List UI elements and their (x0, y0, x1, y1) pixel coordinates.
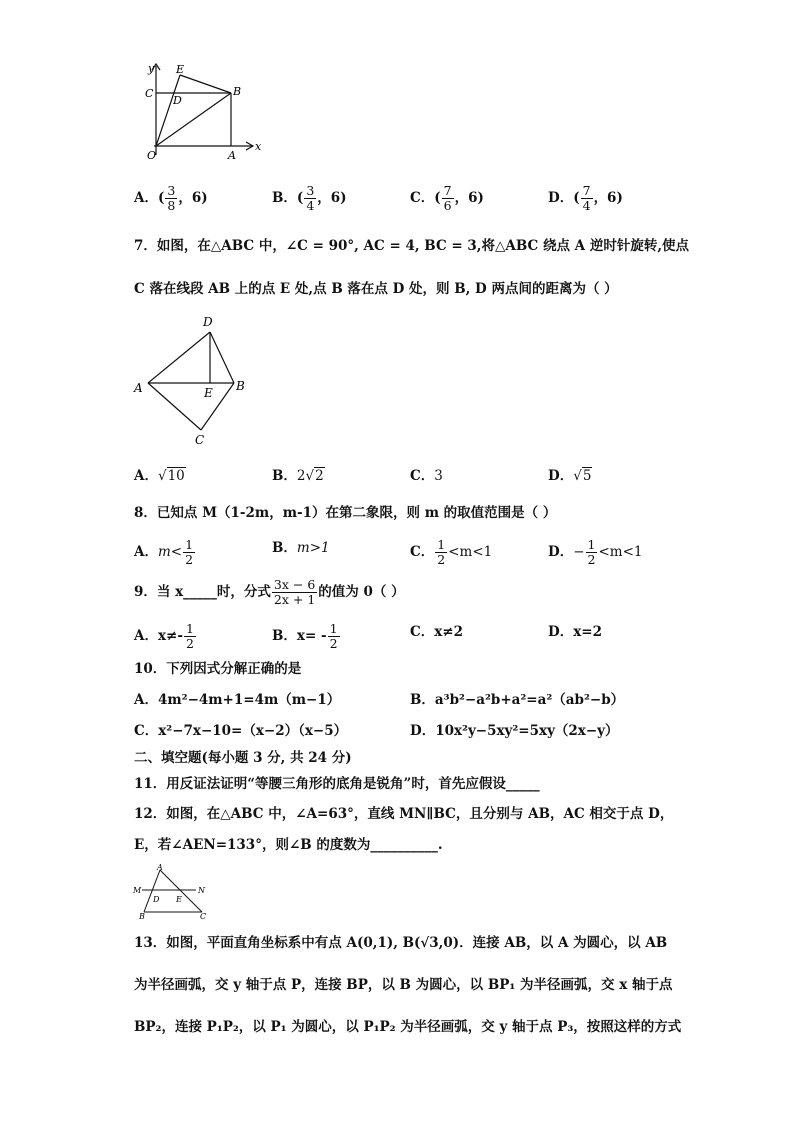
label-b: B (233, 85, 242, 98)
q13-text-line2: 为半径画弧，交 y 轴于点 P，连接 BP，以 B 为圆心，以 BP₁ 为半径画弧，交 x 轴于点 (134, 977, 673, 993)
q6-d-num: 7 (582, 183, 591, 198)
label-n: N (198, 886, 205, 895)
q6-d-den: 4 (582, 198, 591, 213)
q8-b-value: m>1 (296, 540, 330, 556)
q7-option-a (134, 466, 186, 486)
q9-b-label: B．x= - (272, 628, 327, 644)
label-m: M (133, 886, 142, 895)
q11-text: 11．用反证法证明“等腰三角形的底角是锐角”时，首先应假设_____ (134, 776, 540, 792)
q8-c-tail: <m<1 (448, 544, 493, 560)
label-c: C (195, 433, 205, 447)
q8-a-num: 1 (185, 537, 194, 552)
q9-option-d: D．x=2 (548, 624, 602, 640)
q7-a-sqrt: √10 (157, 468, 185, 484)
q7-a-label: A． (134, 468, 158, 484)
q6-c-label: C．( (410, 190, 441, 206)
segment-oe (156, 75, 180, 146)
segment-ac (148, 383, 201, 430)
q8-a-pre: m< (157, 544, 183, 560)
figure-q6 (134, 58, 264, 166)
label-a: A (157, 863, 163, 872)
q9-num: 3x − 6 (273, 577, 316, 592)
q7-d-value: 5 (582, 468, 592, 484)
q8-d-den: 2 (587, 552, 596, 567)
q7-option-c (410, 466, 443, 486)
q8-option-b (272, 538, 330, 558)
q7-c-value: 3 (434, 468, 443, 484)
q8-option-a (134, 538, 196, 567)
label-a: A (228, 149, 236, 162)
label-e: E (176, 895, 182, 904)
q8-c-num: 1 (437, 537, 446, 552)
q10-option-a: A．4m²−4m+1=4m（m−1） (134, 692, 341, 708)
q7-c-label: C． (410, 468, 435, 484)
q7-text-line2: C 落在线段 AB 上的点 E 处,点 B 落在点 D 处，则 B, D 两点间的距离为（ ） (134, 281, 618, 297)
q6-option-a (134, 184, 208, 213)
q9-text (134, 578, 405, 607)
q9-option-b (272, 622, 341, 651)
label-o: O (147, 149, 157, 162)
q10-option-c: C．x²−7x−10=（x−2）（x−5） (134, 723, 348, 739)
q6-a-den: 8 (167, 198, 176, 213)
q6-c-den: 6 (443, 198, 452, 213)
q8-c-den: 2 (437, 552, 446, 567)
q7-d-sqrt: √5 (573, 468, 592, 484)
q9-fraction (272, 578, 317, 607)
q6-b-fraction (304, 184, 316, 213)
q8-d-num: 1 (587, 537, 596, 552)
q6-d-fraction (581, 184, 593, 213)
q7-b-coef: 2 (296, 468, 306, 484)
label-d: D (203, 315, 213, 329)
q6-a-num: 3 (167, 183, 176, 198)
label-x: x (255, 140, 262, 153)
q7-d-label: D． (548, 468, 574, 484)
q6-d-label: D．( (548, 190, 580, 206)
label-a: A (134, 381, 143, 395)
q9-b-num: 1 (329, 621, 338, 636)
q10-option-b: B．a³b²−a²b+a²=a²（ab²−b） (410, 692, 625, 708)
figure-q7 (130, 312, 250, 448)
q6-b-den: 4 (306, 198, 315, 213)
q6-c-num: 7 (443, 183, 452, 198)
q9-post: 的值为 0（ ） (318, 584, 405, 600)
label-c: C (200, 912, 207, 920)
q7-b-label: B． (272, 468, 297, 484)
q7-text-line1: 7．如图，在△ABC 中，∠C = 90°, AC = 4, BC = 3,将△ABC 绕点 A 逆时针旋转,使点 (134, 238, 690, 254)
q8-d-fraction (586, 538, 598, 567)
q6-a-label: A．( (134, 190, 165, 206)
label-d: D (173, 94, 182, 107)
segment-ac (160, 870, 202, 912)
label-b: B (236, 379, 245, 393)
label-c: C (145, 87, 154, 100)
q9-option-c: C．x≠2 (410, 624, 463, 640)
q7-b-value: 2 (315, 468, 324, 484)
section-heading-fill-in: 二、填空题(每小题 3 分, 共 24 分) (134, 750, 352, 766)
q6-c-tail: ，6) (454, 190, 484, 206)
q6-b-label: B．( (272, 190, 304, 206)
q8-option-c (410, 538, 492, 567)
q6-c-fraction (442, 184, 454, 213)
q13-text-line1: 13．如图，平面直角坐标系中有点 A(0,1), B(√3,0)．连接 AB，以 A 为圆心，以 AB (134, 935, 668, 951)
label-e: E (176, 63, 185, 76)
q9-den: 2x + 1 (273, 592, 316, 607)
q8-a-den: 2 (185, 552, 194, 567)
segment-ob (156, 93, 231, 146)
q6-option-c (410, 184, 484, 213)
q8-option-d (548, 538, 643, 567)
q7-b-sqrt: 2√2 (296, 468, 324, 484)
segment-ad (148, 332, 210, 383)
q9-b-den: 2 (329, 636, 338, 651)
segment-ab (144, 870, 160, 912)
q6-option-d (548, 184, 623, 213)
q12-text-line1: 12．如图，在△ABC 中，∠A=63°，直线 MN∥BC，且分别与 AB，AC 相交于点 D， (134, 806, 674, 822)
q8-c-label: C． (410, 544, 435, 560)
q8-d-pre: − (573, 544, 585, 560)
label-e: E (204, 386, 213, 400)
q7-option-b (272, 466, 325, 486)
q6-a-tail: ，6) (178, 190, 208, 206)
q6-d-tail: ，6) (593, 190, 623, 206)
q13-text-line3: BP₂，连接 P₁P₂，以 P₁ 为圆心，以 P₁P₂ 为半径画弧，交 y 轴于点 P₃，按照这样的方式 (134, 1019, 682, 1035)
q6-b-num: 3 (306, 183, 315, 198)
q9-a-num: 1 (185, 621, 194, 636)
q12-text-line2: E，若∠AEN=133°，则∠B 的度数为__________. (134, 837, 443, 853)
q8-c-fraction (435, 538, 447, 567)
figure-q12 (132, 862, 212, 920)
q8-d-label: D． (548, 544, 574, 560)
segment-eb (180, 75, 231, 93)
q6-option-b (272, 184, 347, 213)
q8-a-label: A． (134, 544, 158, 560)
q6-a-fraction (165, 184, 177, 213)
q6-b-tail: ，6) (317, 190, 347, 206)
label-d: D (153, 895, 160, 904)
q8-b-label: B． (272, 540, 297, 556)
q8-d-tail: <m<1 (598, 544, 643, 560)
q9-option-a (134, 622, 197, 651)
q9-a-fraction (184, 622, 196, 651)
q7-a-value: 10 (167, 468, 185, 484)
q9-pre: 9．当 x_____时，分式 (134, 584, 271, 600)
q9-a-den: 2 (185, 636, 194, 651)
label-b: B (139, 912, 145, 920)
q8-text: 8．已知点 M（1-2m，m-1）在第二象限，则 m 的取值范围是（ ） (134, 505, 557, 521)
q7-option-d (548, 466, 592, 486)
q9-b-fraction (328, 622, 340, 651)
q8-a-fraction (183, 538, 195, 567)
label-y: y (148, 62, 155, 75)
q10-option-d: D．10x²y−5xy²=5xy（2x−y） (410, 723, 619, 739)
q10-text: 10．下列因式分解正确的是 (134, 661, 302, 677)
q9-a-label: A．x≠- (134, 628, 183, 644)
segment-db (210, 332, 234, 383)
